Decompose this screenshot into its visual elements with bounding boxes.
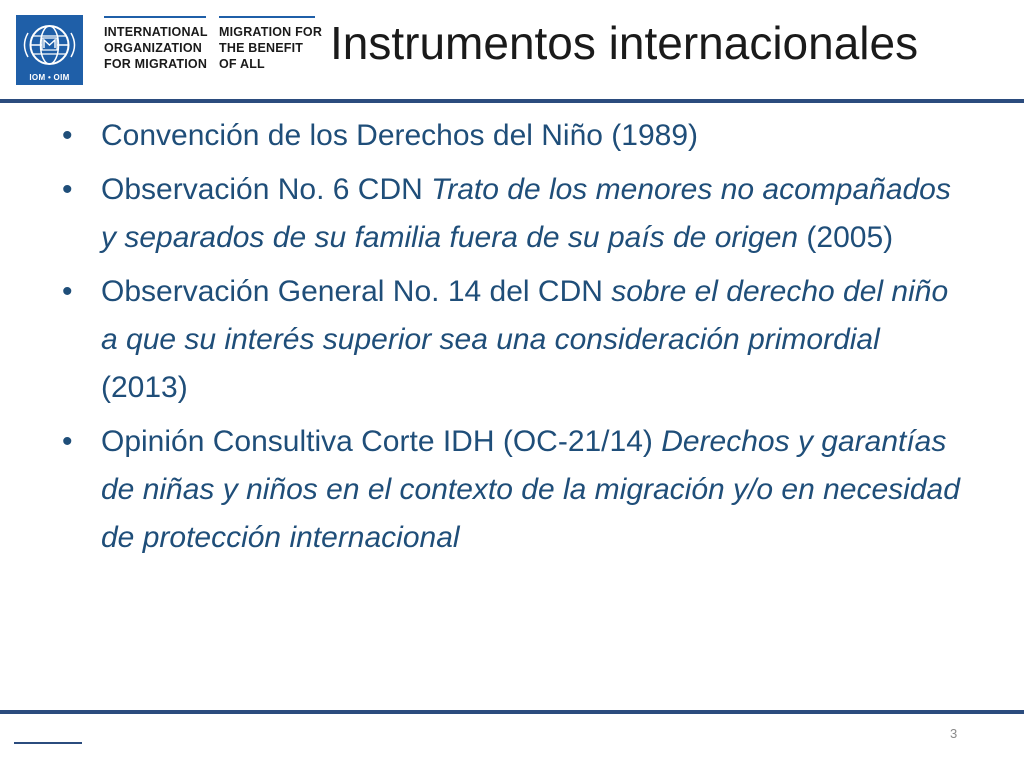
footer-accent-line xyxy=(14,742,82,744)
bullet-icon: • xyxy=(62,275,73,308)
item-suffix: (2013) xyxy=(101,371,188,404)
item-italic-text: Derechos y garantías de niñas y niños en el contexto de la migración y/o en necesidad de protección internacional xyxy=(101,425,960,554)
list-item xyxy=(62,112,972,160)
tagline-line: THE BENEFIT xyxy=(219,41,304,55)
list-item xyxy=(62,268,972,412)
item-text: Convención de los Derechos del Niño (1989) xyxy=(101,119,699,152)
org-name-line: FOR MIGRATION xyxy=(104,57,208,71)
list-item xyxy=(62,418,972,562)
tagline-line: MIGRATION FOR xyxy=(219,25,323,39)
org-name-line: INTERNATIONAL xyxy=(104,25,208,39)
org-name-rule xyxy=(104,16,206,18)
slide-title: Instrumentos internacionales xyxy=(330,17,919,69)
tagline-line: OF ALL xyxy=(219,57,265,71)
bullet-icon: • xyxy=(62,119,73,152)
tagline xyxy=(219,16,323,72)
footer-divider xyxy=(0,710,1024,714)
iom-logo xyxy=(16,15,83,85)
list-item xyxy=(62,166,972,262)
tagline-rule xyxy=(219,16,315,18)
item-text: Observación General No. 14 del CDN xyxy=(101,275,612,308)
page-number: 3 xyxy=(950,726,958,741)
header-divider xyxy=(0,99,1024,103)
org-name-line: ORGANIZATION xyxy=(104,41,202,55)
bullet-list xyxy=(62,112,972,562)
item-text: Opinión Consultiva Corte IDH (OC-21/14) xyxy=(101,425,662,458)
bullet-icon: • xyxy=(62,425,73,458)
item-italic-text: sobre el derecho del niño a que su interés superior sea una consideración primordial xyxy=(101,275,949,356)
item-italic-text: Trato de los menores no acompañados y separados de su familia fuera de su país de origen xyxy=(101,173,951,254)
bullet-icon: • xyxy=(62,173,73,206)
item-suffix: (2005) xyxy=(798,221,894,254)
slide-body xyxy=(62,112,972,568)
logo-caption: IOM • OIM xyxy=(29,73,70,82)
org-name xyxy=(104,16,206,72)
item-text: Observación No. 6 CDN xyxy=(101,173,432,206)
